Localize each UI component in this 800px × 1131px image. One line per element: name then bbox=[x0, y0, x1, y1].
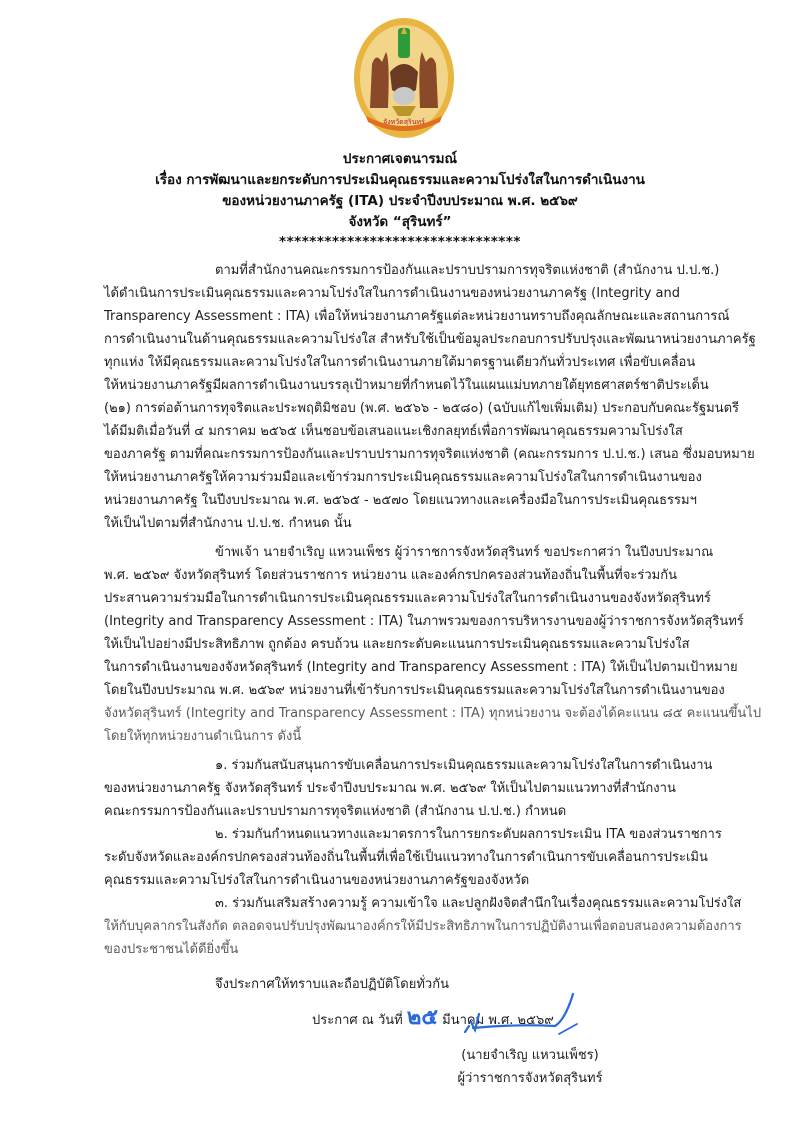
closing-statement: จึงประกาศให้ทราบและถือปฏิบัติโดยทั่วกัน bbox=[215, 977, 449, 992]
body-line: ของภาครัฐ ตามที่คณะกรรมการป้องกันและปราบปรามการทุจริตแห่งชาติ (คณะกรรมการ ป.ป.ช.) เสนอ ซึ่งมอบหมาย bbox=[104, 447, 755, 462]
body-line: จังหวัดสุรินทร์ (Integrity and Transparency Assessment : ITA) ทุกหน่วยงาน จะต้องได้คะแนน ๘๕ คะแนนขึ้นไป bbox=[104, 706, 762, 721]
body-line: ให้หน่วยงานภาครัฐมีผลการดำเนินงานบรรลุเป้าหมายที่กำหนดไว้ในแผนแม่บทภายใต้ยุทธศาสตร์ชาติประเด็น bbox=[104, 378, 709, 393]
subject-line-2: ของหน่วยงานภาครัฐ (ITA) ประจำปีงบประมาณ พ.ศ. ๒๕๖๙ bbox=[222, 193, 578, 209]
dateline-prefix: ประกาศ ณ วันที่ bbox=[312, 1013, 403, 1028]
province-name: จังหวัด “สุรินทร์” bbox=[348, 214, 452, 230]
subject-line-1: เรื่อง การพัฒนาและยกระดับการประเมินคุณธรรมและความโปร่งใสในการดำเนินงาน bbox=[155, 172, 645, 188]
body-line: ให้เป็นไปอย่างมีประสิทธิภาพ ถูกต้อง ครบถ้วน และยกระดับคะแนนการประเมินคุณธรรมและความโปร่งใส bbox=[104, 637, 690, 652]
body-line: ตามที่สำนักงานคณะกรรมการป้องกันและปราบปรามการทุจริตแห่งชาติ (สำนักงาน ป.ป.ช.) bbox=[215, 263, 720, 278]
body-line: พ.ศ. ๒๕๖๙ จังหวัดสุรินทร์ โดยส่วนราชการ หน่วยงาน และองค์กรปกครองส่วนท้องถิ่นในพื้นที่จะร่วมกัน bbox=[104, 568, 677, 583]
body-line: ของหน่วยงานภาครัฐ จังหวัดสุรินทร์ ประจำปีงบประมาณ พ.ศ. ๒๕๖๙ ให้เป็นไปตามแนวทางที่สำนักงาน bbox=[104, 781, 676, 796]
body-line: ได้มีมติเมื่อวันที่ ๔ มกราคม ๒๕๖๕ เห็นชอบข้อเสนอแนะเชิงกลยุทธ์เพื่อการพัฒนาคุณธรรมความโปร่งใส bbox=[104, 424, 683, 439]
signatory-name: (นายจำเริญ แหวนเพ็ชร) bbox=[461, 1048, 599, 1063]
body-line: ๒. ร่วมกันกำหนดแนวทางและมาตรการในการยกระดับผลการประเมิน ITA ของส่วนราชการ bbox=[215, 827, 722, 842]
body-line: ให้หน่วยงานภาครัฐให้ความร่วมมือและเข้าร่วมการประเมินคุณธรรมและความโปร่งใสในการดำเนินงานของ bbox=[104, 470, 702, 485]
body-line: ๑. ร่วมกันสนับสนุนการขับเคลื่อนการประเมินคุณธรรมและความโปร่งใสในการดำเนินงาน bbox=[215, 758, 713, 773]
body-line: ให้กับบุคลากรในสังกัด ตลอดจนปรับปรุงพัฒนาองค์กรให้มีประสิทธิภาพในการปฏิบัติงานเพื่อตอบสนองความต้องการ bbox=[104, 919, 742, 934]
body-line: หน่วยงานภาครัฐ ในปีงบประมาณ พ.ศ. ๒๕๖๕ - ๒๕๗๐ โดยแนวทางและเครื่องมือในการประเมินคุณธรรมฯ bbox=[104, 493, 697, 508]
body-line: โดยให้ทุกหน่วยงานดำเนินการ ดังนี้ bbox=[104, 729, 302, 744]
signatory-position: ผู้ว่าราชการจังหวัดสุรินทร์ bbox=[457, 1071, 603, 1086]
body-line: (Integrity and Transparency Assessment : ITA) ในภาพรวมของการบริหารงานของผู้ว่าราชการจังหวัดสุรินทร์ bbox=[104, 614, 744, 629]
divider-stars: ******************************** bbox=[279, 234, 521, 250]
svg-text:จังหวัดสุรินทร์: จังหวัดสุรินทร์ bbox=[383, 118, 425, 126]
body-line: คณะกรรมการป้องกันและปราบปรามการทุจริตแห่งชาติ (สำนักงาน ป.ป.ช.) กำหนด bbox=[104, 804, 567, 819]
body-line: Transparency Assessment : ITA) เพื่อให้หน่วยงานภาครัฐแต่ละหน่วยงานทราบถึงคุณลักษณะและสถานการณ์ bbox=[104, 309, 730, 324]
body-line: ได้ดำเนินการประเมินคุณธรรมและความโปร่งใสในการดำเนินงานของหน่วยงานภาครัฐ (Integrity and bbox=[104, 286, 680, 301]
provincial-seal-emblem bbox=[352, 12, 456, 140]
body-line: ของประชาชนได้ดียิ่งขึ้น bbox=[104, 942, 239, 957]
signature-scribble bbox=[455, 990, 585, 1040]
dateline-month-year: มีนาคม พ.ศ. ๒๕๖๙ bbox=[442, 1013, 554, 1028]
body-line: โดยในปีงบประมาณ พ.ศ. ๒๕๖๙ หน่วยงานที่เข้ารับการประเมินคุณธรรมและความโปร่งใสในการดำเนินงานของ bbox=[104, 683, 725, 698]
body-line: ระดับจังหวัดและองค์กรปกครองส่วนท้องถิ่นในพื้นที่เพื่อใช้เป็นแนวทางในการดำเนินการขับเคลื่อนการประเมิน bbox=[104, 850, 708, 865]
body-line: (๒๑) การต่อต้านการทุจริตและประพฤติมิชอบ (พ.ศ. ๒๕๖๖ - ๒๕๘๐) (ฉบับแก้ไขเพิ่มเติม) ประกอบกับคณะรัฐมนตรี bbox=[104, 401, 740, 416]
body-line: การดำเนินงานในด้านคุณธรรมและความโปร่งใส สำหรับใช้เป็นข้อมูลประกอบการปรับปรุงและพัฒนาหน่วยงานภาครัฐ bbox=[104, 332, 756, 347]
announcement-title: ประกาศเจตนารมณ์ bbox=[342, 151, 458, 167]
body-line: ข้าพเจ้า นายจำเริญ แหวนเพ็ชร ผู้ว่าราชการจังหวัดสุรินทร์ ขอประกาศว่า ในปีงบประมาณ bbox=[215, 545, 714, 560]
body-line: ทุกแห่ง ให้มีคุณธรรมและความโปร่งใสในการดำเนินงานภายใต้มาตรฐานเดียวกันทั่วประเทศ เพื่อขับเคลื่อน bbox=[104, 355, 696, 370]
handwritten-day: ๒๕ bbox=[406, 1004, 439, 1030]
body-line: คุณธรรมและความโปร่งใสในการดำเนินงานของหน่วยงานภาครัฐของจังหวัด bbox=[104, 873, 530, 888]
body-line: ประสานความร่วมมือในการดำเนินการประเมินคุณธรรมและความโปร่งใสในการดำเนินงานของจังหวัดสุรินทร์ bbox=[104, 591, 711, 606]
body-line: ให้เป็นไปตามที่สำนักงาน ป.ป.ช. กำหนด นั้น bbox=[104, 516, 352, 531]
body-line: ๓. ร่วมกันเสริมสร้างความรู้ ความเข้าใจ และปลูกฝังจิตสำนึกในเรื่องคุณธรรมและความโปร่งใส bbox=[215, 896, 742, 911]
body-line: ในการดำเนินงานของจังหวัดสุรินทร์ (Integrity and Transparency Assessment : ITA) ให้เป็นไปตามเป้าหมาย bbox=[104, 660, 738, 675]
